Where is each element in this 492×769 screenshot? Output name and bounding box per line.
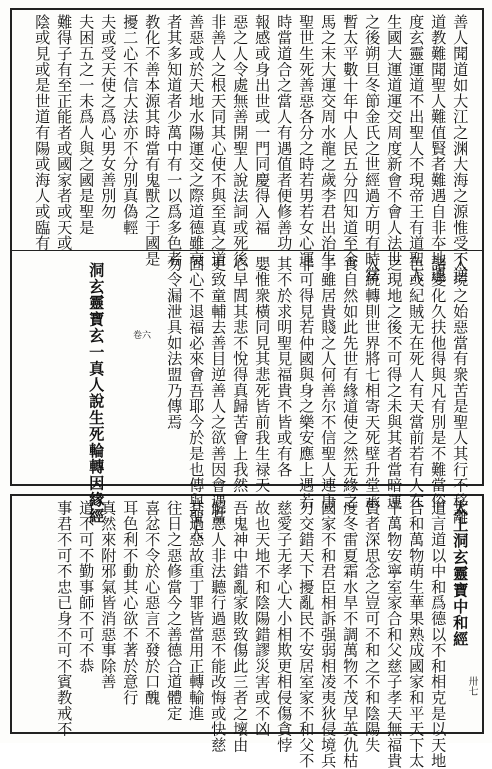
text-column: 更致童輔去善目逆善人之欲善因會遇當 — [209, 256, 228, 525]
text-column: 心早閭其悲不悅得真歸苦會上我然 — [231, 256, 250, 493]
text-column: 惡之人令處無善開聖人說法詞或死後 — [231, 14, 250, 267]
text-column: 擾二心不信大法亦不分別真偽輕 — [121, 14, 140, 236]
text-column: 度冬雷夏霜水旱不調萬物不茂早英仇枯 — [341, 500, 360, 769]
text-column: 慈愛子无孝心大小相欺更相侵傷貪悖 — [275, 500, 294, 753]
text-column: 生國大運道運交周度新會不會人法世 — [385, 14, 404, 267]
text-column: 故也天地不和陰陽錯謬災害或不凶 — [253, 500, 272, 737]
text-column: 道教難聞聖人難值賢者難遇自非夲地運 — [429, 14, 448, 283]
text-column: 入統轉則世界將七相寄天死壁升堂承 — [363, 256, 382, 509]
text-column: 道不可不勤事師不可不恭 — [77, 500, 96, 674]
text-column: 之後朔旦冬節金氏之世經過方明有時當 — [363, 14, 382, 283]
scripture-title: 洞玄靈寶玄一真人說生死輪轉因緣經 — [87, 262, 106, 525]
text-column: 子雖居貴賤之人何善尔不信聖人連唐 — [319, 256, 338, 509]
text-column: 夫困五之一未爲人與之國是聖是 — [77, 14, 96, 236]
folio-number: 卅七 — [466, 676, 477, 696]
text-column: 馬之末大運交周水龍之歲李君出治生 — [319, 14, 338, 267]
text-column: 善惡或於天地水陽運交之際道德雖衰 — [187, 14, 206, 267]
text-column: 者其多知道者少萬中有一以爲多色者 — [165, 14, 184, 267]
text-column: 入境之始惡當有衆苦是聖人其行不移離 — [451, 256, 470, 525]
text-column: 道言道以中和爲德以不和相克是以天地 — [429, 500, 448, 769]
text-column: 夫或受天使之爲心男女善別勿 — [99, 14, 118, 220]
text-column: 食自然如此先世有緣道使之然无緣之 — [341, 256, 360, 509]
text-column: 非可得見若仲國與身之樂安應上遇若 — [297, 256, 316, 509]
text-column: 平萬物安寧室家合和父慈子孝天無福貴 — [385, 500, 404, 769]
chapter-mark: 卷六 — [133, 331, 152, 341]
text-column: 合和萬物萌生華果熟成國家和平天下太 — [407, 500, 426, 769]
text-column: 國家不和君臣相訴强弱相凌夷狄侵境兵 — [319, 500, 338, 769]
text-column: 難得子有至正能者或國家者或天或 — [55, 14, 74, 251]
text-column: 賢者深思念之豈可不和之不和陰陽失 — [363, 500, 382, 753]
text-column: 陰或見或是世道有陽或海人或臨有 — [33, 14, 52, 251]
text-column: 之現地之後不可得之未與其者當暗運 — [385, 256, 404, 509]
text-column: 真然來附邪氣皆消惡事除善 — [99, 500, 118, 690]
text-column: 時當道合之當人有遇值者便修善功 — [275, 14, 294, 251]
text-column: 善人聞道如大江之渊大海之源惟受不逆 — [451, 14, 470, 283]
text-column: 其不於求明聖見福貴不皆或有各 — [275, 256, 294, 478]
text-column: 度玄靈運道不出聖人不現帝王有道聖人 — [407, 14, 426, 283]
text-column: 往日之惡修當今之善德合道體定 — [165, 500, 184, 722]
text-column: 色或紀賊无在死人有天當前若有人在 — [407, 256, 426, 509]
text-column: 非善人之根天同其心使不與至真之道 — [209, 14, 228, 267]
text-column: 暫太平數十年中人民五分四知道至金 — [341, 14, 360, 267]
text-column: 諸變化久扶他得與凡有別是不難當俗 — [429, 256, 448, 509]
text-column: 其過惡故重丁罪皆當用正轉輸進 — [187, 500, 206, 722]
text-column: 解惡人非法聽行過惡不能改悔或快慈 — [209, 500, 228, 753]
text-column: 事君不可不忠已身不可不賓教戒不 — [55, 500, 74, 737]
text-column: 嬰惟衆橫同見其悲死皆前我生禄天 — [253, 256, 272, 493]
text-column: 耳色利不動其心欲不著於意行 — [121, 500, 140, 706]
text-column: 喜忿不令於心惡言不發於口醜 — [143, 500, 162, 706]
text-column: 固心不退福必來會吾耶今於是也傳與聖人 — [187, 256, 206, 541]
text-column: 吾鬼神中錯亂家敗致傷此三者之壞由 — [231, 500, 250, 753]
scripture-title: 太上洞玄靈寶中和經 — [451, 500, 470, 648]
text-column: 聖世生死善惡各分之時若男若女心運 — [297, 14, 316, 267]
text-column: 勿令漏泄具如法盟乃傳焉 — [165, 256, 184, 430]
text-column: 刃交錯天下擾亂民不安居室家不和父不 — [297, 500, 316, 769]
text-column: 報感或身出世或一門同慶得入福 — [253, 14, 272, 236]
text-column: 教化不善本源其時當有鬼獸之于國是 — [143, 14, 162, 267]
